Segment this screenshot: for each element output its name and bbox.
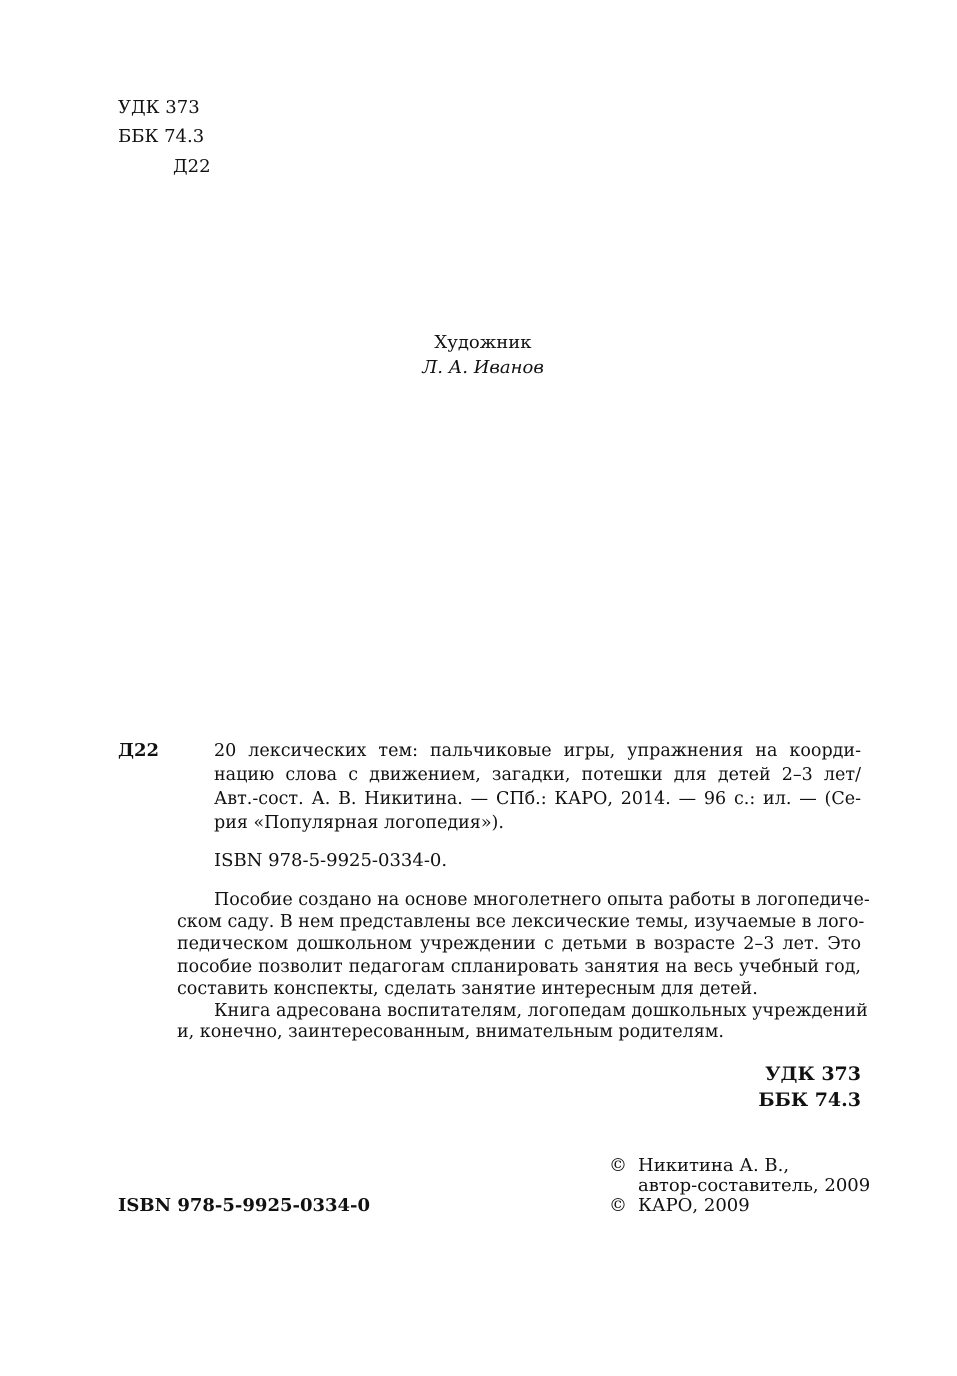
artist-label: Художник [434,332,532,353]
udk-code-top: УДК 373 [118,97,200,118]
isbn-footer: ISBN 978-5-9925-0334-0 [118,1195,371,1216]
abstract-line: ском саду. В нем представлены все лексические темы, изучаемые в лого- [177,912,865,932]
bib-line: рия «Популярная логопедия»). [214,813,504,833]
copyright-publisher: КАРО, 2009 [638,1195,750,1216]
abstract-line: Пособие создано на основе многолетнего опыта работы в логопедиче- [214,890,870,910]
artist-name: Л. А. Иванов [422,357,544,378]
abstract-line: педическом дошкольном учреждении с детьми в возрасте 2–3 лет. Это [177,934,861,954]
bib-line: 20 лексических тем: пальчиковые игры, упражнения на коорди- [214,741,861,761]
udk-code-bottom: УДК 373 [765,1063,861,1085]
copyright-author: Никитина А. В., [638,1155,790,1176]
author-sign-catalog: Д22 [118,740,160,761]
bbk-code-top: ББК 74.3 [118,126,205,147]
abstract-line: пособие позволит педагогам спланировать занятия на весь учебный год, [177,957,861,977]
author-sign-top: Д22 [173,156,211,177]
abstract-line: и, конечно, заинтересованным, внимательным родителям. [177,1022,724,1042]
copyright-symbol: © [609,1155,627,1176]
copyright-author-role: автор-составитель, 2009 [638,1175,871,1196]
bbk-code-bottom: ББК 74.3 [758,1089,861,1111]
abstract-line: Книга адресована воспитателям, логопедам дошкольных учреждений [214,1001,868,1021]
abstract-line: составить конспекты, сделать занятие интересным для детей. [177,979,758,999]
bib-line: нацию слова с движением, загадки, потешки для детей 2–3 лет/ [214,765,861,785]
isbn-catalog: ISBN 978-5-9925-0334-0. [214,850,448,871]
bib-line: Авт.-сост. А. В. Никитина. — СПб.: КАРО, 2014. — 96 с.: ил. — (Се- [214,789,861,809]
copyright-symbol: © [609,1195,627,1216]
